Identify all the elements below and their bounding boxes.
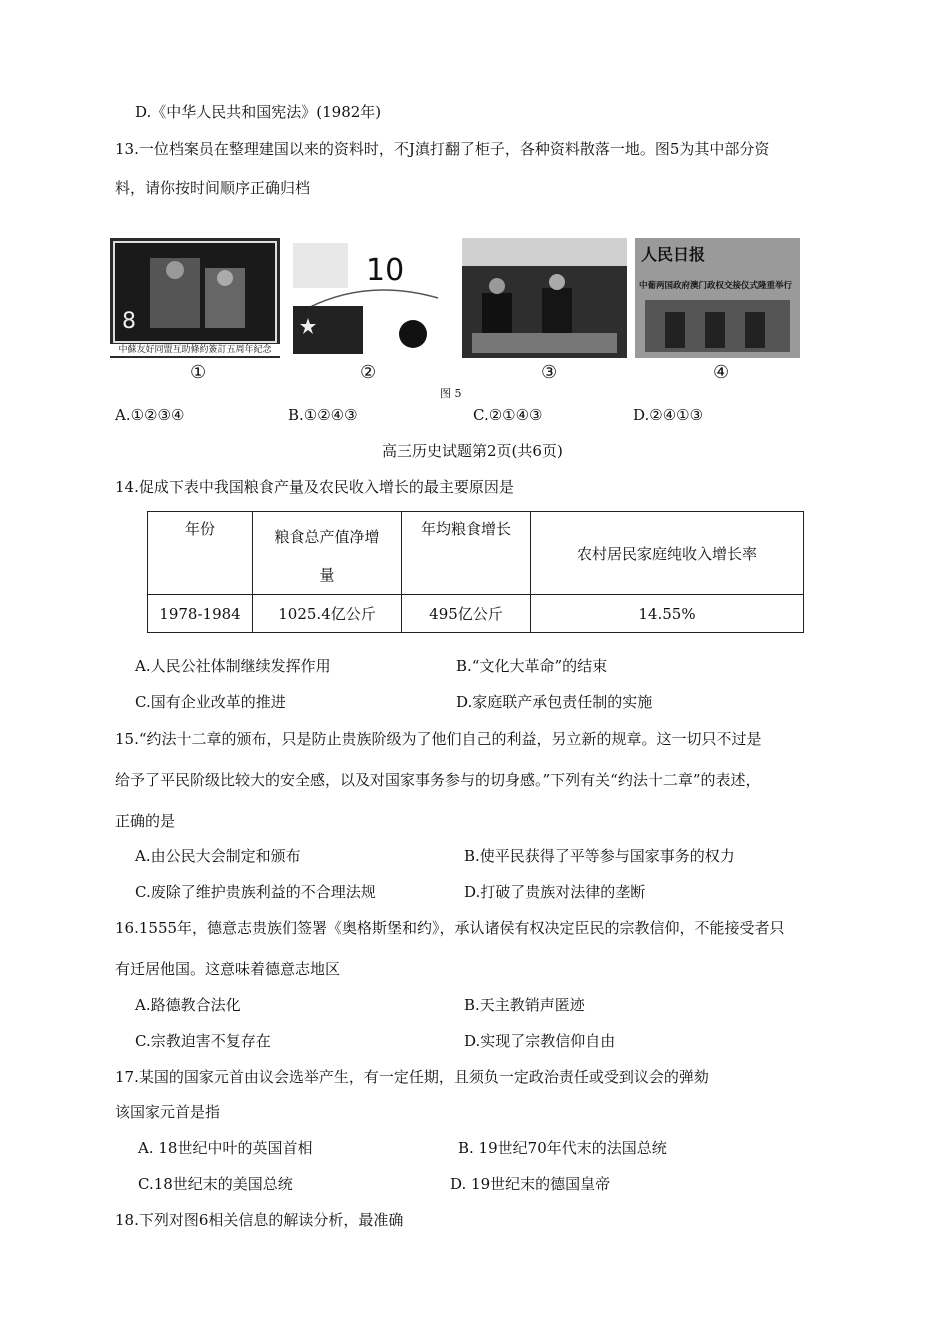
figure-5 (110, 232, 800, 362)
header-net-increase-line2: 量 (319, 566, 335, 584)
photo-2-number: 10 (366, 253, 405, 288)
q16-stem-line1: 16.1555年，德意志贵族们签署《奥格斯堡和约》，承认诸侯有权决定臣民的宗教信仰，不能接受者只 (115, 919, 785, 937)
q15-stem-line1: 15.“约法十二章的颁布，只是防止贵族阶级为了他们自己的利益，另立新的规章。这一切只不过是 (115, 730, 762, 748)
q16-option-c: C.宗教迫害不复存在 (135, 1032, 271, 1050)
page-footer: 高三历史试题第2页(共6页) (382, 442, 563, 460)
q16-option-b: B.天主教销声匿迹 (464, 996, 585, 1014)
q12-option-d: D.《中华人民共和国宪法》(1982年) (135, 103, 382, 121)
photo-4-art (635, 238, 800, 358)
header-net-increase-line1: 粮食总产值净增 (274, 528, 380, 546)
q14-option-a: A.人民公社体制继续发挥作用 (135, 657, 331, 675)
q18-stem: 18.下列对图6相关信息的解读分析，最准确 (115, 1211, 404, 1229)
photo-1-caption: 中蘇友好同盟互助條約簽訂五周年紀念 (110, 344, 280, 356)
table-header-year: 年份 (148, 512, 253, 595)
q13-option-b: B.①②④③ (288, 406, 358, 424)
q17-stem-line2: 该国家元首是指 (115, 1103, 221, 1121)
q17-stem-line1: 17.某国的国家元首由议会选举产生，有一定任期，且须负一定政治责任或受到议会的弹劾 (115, 1068, 709, 1086)
q14-option-b: B.“文化大革命”的结束 (456, 657, 608, 675)
figure5-caption: 图 5 (440, 387, 462, 400)
q17-option-d: D. 19世纪末的德国皇帝 (450, 1175, 611, 1193)
q17-option-b: B. 19世纪70年代末的法国总统 (458, 1139, 667, 1157)
figure5-photo-3 (462, 238, 627, 358)
table-header-row (148, 512, 804, 595)
q14-option-d: D.家庭联产承包责任制的实施 (456, 693, 653, 711)
q16-option-d: D.实现了宗教信仰自由 (464, 1032, 616, 1050)
figure5-label-3: ③ (541, 362, 558, 383)
q14-table (147, 511, 804, 633)
q15-option-d: D.打破了贵族对法律的垄断 (464, 883, 646, 901)
photo-4-headline: 中葡两国政府澳门政权交接仪式隆重举行 (639, 281, 793, 291)
table-header-annual-growth: 年均粮食增长 (402, 512, 531, 595)
q13-stem-line1: 13.一位档案员在整理建国以来的资料时，不J滇打翻了柜子，各种资料散落一地。图5为其中部分资 (115, 140, 770, 158)
table-cell-income-growth: 14.55% (531, 595, 804, 633)
q13-stem-line2: 料，请你按时间顺序正确归档 (115, 179, 311, 197)
photo-3-art (462, 238, 627, 358)
q16-option-a: A.路德教合法化 (135, 996, 241, 1014)
photo-1-art (110, 238, 280, 358)
q15-stem-line3: 正确的是 (115, 812, 176, 830)
figure5-label-4: ④ (713, 362, 730, 383)
q17-option-c: C.18世纪末的美国总统 (138, 1175, 293, 1193)
q15-stem-line2: 给予了平民阶级比较大的安全感，以及对国家事务参与的切身感。”下列有关“约法十二章”的表述， (115, 771, 761, 789)
q13-option-a: A.①②③④ (115, 406, 185, 424)
q17-option-a: A. 18世纪中叶的英国首相 (138, 1139, 313, 1157)
q14-option-c: C.国有企业改革的推进 (135, 693, 286, 711)
figure5-photo-4 (635, 238, 800, 358)
table-cell-year: 1978-1984 (148, 595, 253, 633)
table-cell-annual-growth: 495亿公斤 (402, 595, 531, 633)
q15-option-a: A.由公民大会制定和颁布 (135, 847, 301, 865)
q13-option-c: C.②①④③ (473, 406, 543, 424)
table-header-net-increase (253, 512, 402, 595)
q15-option-c: C.废除了维护贵族利益的不合理法规 (135, 883, 376, 901)
svg-text:8: 8 (122, 309, 136, 334)
table-row (148, 595, 804, 633)
q13-option-d: D.②④①③ (633, 406, 704, 424)
figure5-label-2: ② (360, 362, 377, 383)
table-cell-net-increase: 1025.4亿公斤 (253, 595, 402, 633)
figure5-photo-1 (110, 238, 280, 358)
q14-stem: 14.促成下表中我国粮食产量及农民收入增长的最主要原因是 (115, 478, 514, 496)
photo-2-art (288, 238, 453, 358)
figure5-photo-2 (288, 238, 453, 358)
photo-4-masthead: 人民日报 (641, 245, 706, 264)
q15-option-b: B.使平民获得了平等参与国家事务的权力 (464, 847, 735, 865)
table-header-income-growth: 农村居民家庭纯收入增长率 (531, 512, 804, 595)
q16-stem-line2: 有迁居他国。这意味着德意志地区 (115, 960, 341, 978)
figure5-label-1: ① (190, 362, 207, 383)
